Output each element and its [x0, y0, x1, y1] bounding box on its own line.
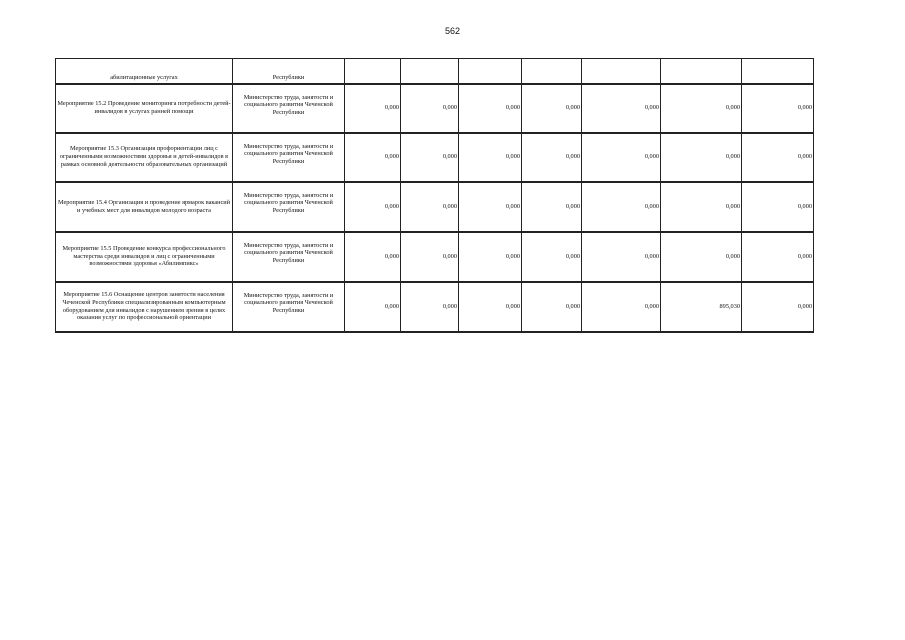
- value-cell: 0,000: [459, 133, 522, 182]
- value-cell: 0,000: [742, 282, 814, 332]
- value-cell: 0,000: [582, 84, 661, 133]
- value-cell: 0,000: [401, 232, 459, 282]
- budget-table: [55, 58, 814, 333]
- value-cell: 0,000: [345, 232, 401, 282]
- value-cell: 0,000: [522, 182, 582, 232]
- value-cell: [401, 59, 459, 84]
- value-cell: [459, 59, 522, 84]
- measure-name-cell: абилитационные услугах: [56, 59, 233, 84]
- value-cell: 0,000: [522, 84, 582, 133]
- executor-cell: Республики: [233, 59, 345, 84]
- value-cell: 0,000: [522, 232, 582, 282]
- table-row: [56, 182, 814, 232]
- value-cell: 0,000: [345, 133, 401, 182]
- value-cell: 0,000: [345, 182, 401, 232]
- value-cell: 0,000: [742, 84, 814, 133]
- value-cell: 0,000: [401, 133, 459, 182]
- value-cell: 0,000: [345, 282, 401, 332]
- value-cell: 0,000: [345, 84, 401, 133]
- value-cell: 0,000: [742, 232, 814, 282]
- value-cell: 0,000: [582, 282, 661, 332]
- value-cell: [582, 59, 661, 84]
- value-cell: [742, 59, 814, 84]
- value-cell: 0,000: [459, 282, 522, 332]
- value-cell: [345, 59, 401, 84]
- value-cell: 0,000: [582, 232, 661, 282]
- executor-cell: Министерство труда, занятости и социального развития Чеченской Республики: [233, 282, 345, 332]
- value-cell: 0,000: [459, 182, 522, 232]
- value-cell: 0,000: [742, 182, 814, 232]
- value-cell: 0,000: [661, 182, 742, 232]
- value-cell: 0,000: [459, 232, 522, 282]
- value-cell: 895,030: [661, 282, 742, 332]
- measure-name-cell: Мероприятие 15.4 Организация и проведение ярмарок вакансий и учебных мест для инвалидов молодого возраста: [56, 182, 233, 232]
- measure-name-cell: Мероприятие 15.5 Проведение конкурса профессионального мастерства среди инвалидов и лиц с ограниченными возможностями здоровья «Абилимпикс»: [56, 232, 233, 282]
- value-cell: 0,000: [401, 282, 459, 332]
- page-number: 562: [444, 26, 461, 36]
- table-row: [56, 133, 814, 182]
- executor-cell: Министерство труда, занятости и социального развития Чеченской Республики: [233, 182, 345, 232]
- measure-name-cell: Мероприятие 15.2 Проведение мониторинга потребности детей- инвалидов в услугах ранней помощи: [56, 84, 233, 133]
- executor-cell: Министерство труда, занятости и социального развития Чеченской Республики: [233, 232, 345, 282]
- measure-name-cell: Мероприятие 15.3 Организация профориентации лиц с ограниченными возможностями здоровья и детей-инвалидов в рамках основной деятельности образовательных организаций: [56, 133, 233, 182]
- value-cell: 0,000: [522, 282, 582, 332]
- table-row: [56, 282, 814, 332]
- value-cell: 0,000: [522, 133, 582, 182]
- value-cell: 0,000: [459, 84, 522, 133]
- value-cell: 0,000: [582, 133, 661, 182]
- value-cell: 0,000: [401, 84, 459, 133]
- executor-cell: Министерство труда, занятости и социального развития Чеченской Республики: [233, 84, 345, 133]
- value-cell: 0,000: [582, 182, 661, 232]
- table-row-partial: [56, 59, 814, 84]
- measure-name-cell: Мероприятие 15.6 Оснащение центров занятости населения Чеченской Республики специализированным компьютерным оборудованием для инвалидов с нарушением зрения в целях оказания услуг по профессиональной ориентации: [56, 282, 233, 332]
- table-row: [56, 232, 814, 282]
- value-cell: [522, 59, 582, 84]
- value-cell: [661, 59, 742, 84]
- value-cell: 0,000: [742, 133, 814, 182]
- value-cell: 0,000: [661, 232, 742, 282]
- value-cell: 0,000: [661, 84, 742, 133]
- value-cell: 0,000: [661, 133, 742, 182]
- table-row: [56, 84, 814, 133]
- value-cell: 0,000: [401, 182, 459, 232]
- executor-cell: Министерство труда, занятости и социального развития Чеченской Республики: [233, 133, 345, 182]
